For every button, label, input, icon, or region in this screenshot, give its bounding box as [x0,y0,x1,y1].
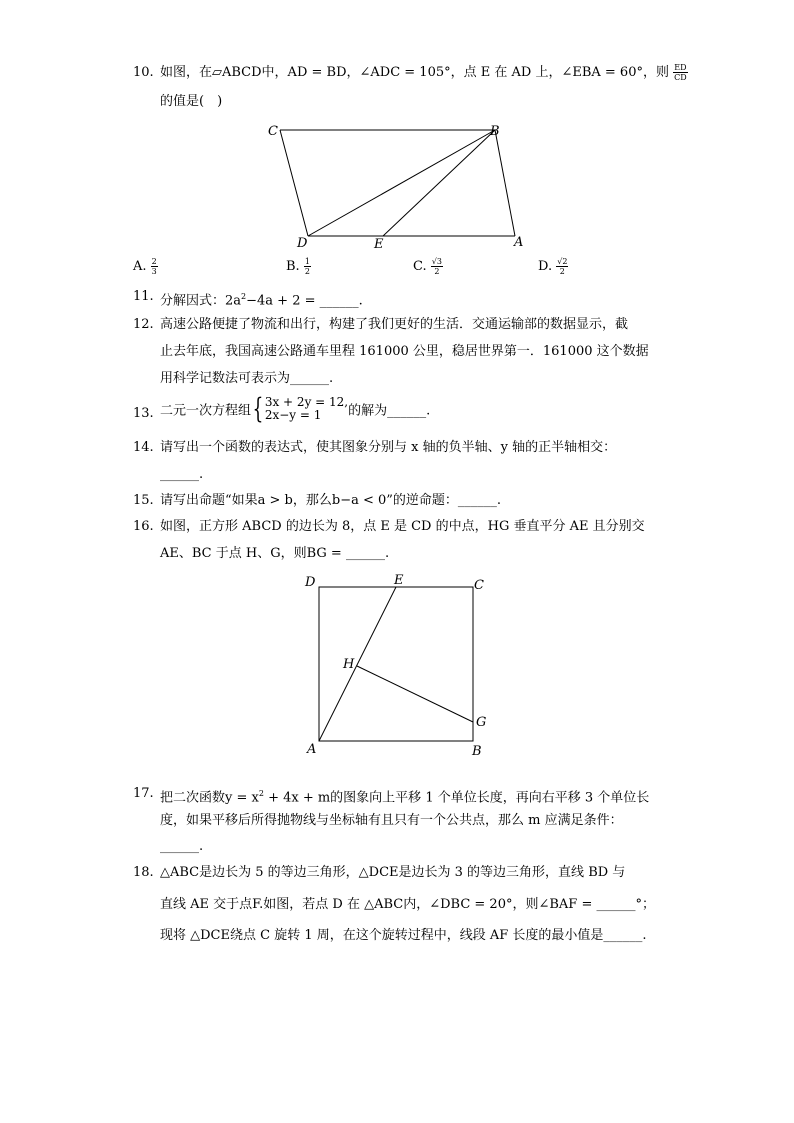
fraction-numerator: 2 [151,257,157,266]
equation: 2x−y = 1 [264,408,322,422]
question-text-part: −4a + 2 = ______. [246,293,363,309]
question-text-line: 如图，正方形 ABCD 的边长为 8，点 E 是 CD 的中点，HG 垂直平分 AE 且分别交 [160,519,645,534]
question-text [160,284,363,314]
question-text-line: 度，如果平移后所得抛物线与坐标轴有且只有一个公共点，那么 m 应满足条件： [160,813,623,828]
point-label-e: E [394,573,404,588]
question-number: 12. [133,317,154,332]
point-label-c: C [268,124,278,139]
square-figure [300,572,500,762]
point-label-a: A [307,742,317,757]
question-text-line: 如图，在▱ABCD中，AD = BD，∠ADC = 105°，点 E 在 AD 上，∠EBA = 60°，则 [160,65,669,80]
question-text-part: 的解为______. [348,403,431,419]
point-label-g: G [476,715,487,730]
question-text-part: + 4x + m的图象向上平移 1 个单位长度，再向右平移 3 个单位长 [263,790,650,806]
superscript: 2 [258,789,264,798]
fraction [151,257,158,276]
question-text-line: 请写出命题“如果a > b，那么b−a < 0”的逆命题：______. [160,493,502,508]
fraction [673,63,688,82]
option-b[interactable] [286,254,311,280]
question-text-part: 把二次函数y = x [160,790,259,806]
question-text-line: 用科学记数法可表示为______. [160,371,334,386]
option-label: D. [538,259,553,274]
parallelogram-figure [260,118,550,254]
fraction-numerator: ED [674,63,687,72]
question-number: 17. [133,786,154,801]
question-text-line: 请写出一个函数的表达式，使其图象分别与 x 轴的负半轴、y 轴的正半轴相交： [160,440,617,455]
option-a[interactable] [133,254,158,280]
question-text [160,392,431,425]
fraction [431,257,443,276]
brace-symbol: { [252,392,264,425]
question-text-line: 高速公路便捷了物流和出行，构建了我们更好的生活．交通运输部的数据显示，截 [160,317,629,332]
question-text-part: 二元一次方程组 [160,403,252,419]
fraction-numerator: 1 [304,257,310,266]
segment-eb [383,130,495,236]
question-number: 15. [133,493,154,508]
fraction-denominator: CD [674,73,687,82]
point-label-c: C [474,578,484,593]
question-text-line: ______. [160,467,204,482]
fraction-numerator: √3 [431,257,442,266]
fraction-denominator: 3 [151,267,157,276]
question-text-line: ______. [160,839,204,854]
question-text-line: 止去年底，我国高速公路通车里程 161000 公里，稳居世界第一．161000 这个数据 [160,344,649,359]
point-label-d: D [297,236,308,251]
point-label-a: A [514,235,524,250]
equation-system [265,396,348,422]
point-label-b: B [490,124,500,139]
segment-db [308,130,495,236]
fraction [556,257,568,276]
point-label-d: D [305,575,316,590]
question-number: 16. [133,519,154,534]
question-number: 13. [133,406,154,421]
question-text-line: 现将 △DCE绕点 C 旋转 1 周，在这个旋转过程中，线段 AF 长度的最小值是______. [160,928,647,943]
fraction-denominator: 2 [559,267,565,276]
point-label-h: H [343,657,355,672]
question-text-line: AE、BC 于点 H、G，则BG = ______. [160,546,390,561]
segment-ba [495,130,515,236]
question-text-part: 分解因式：2a [160,293,242,309]
question-number: 14. [133,440,154,455]
fraction [304,257,311,276]
question-number: 11. [133,289,154,304]
question-text-line: 的值是( ) [160,94,223,109]
segment-cd [280,130,308,236]
question-number: 10. [133,65,154,80]
question-text-line: 直线 AE 交于点F.如图，若点 D 在 △ABC内，∠DBC = 20°，则∠BAF = ______°； [160,897,655,912]
question-number: 18. [133,865,154,880]
question-text [160,781,649,811]
point-label-e: E [374,237,384,252]
option-label: C. [413,259,427,274]
superscript: 2 [241,292,247,301]
question-text-line: △ABC是边长为 5 的等边三角形，△DCE是边长为 3 的等边三角形，直线 BD 与 [160,865,626,880]
equation: 3x + 2y = 12, [264,395,349,409]
question-text [160,60,688,86]
option-label: B. [286,259,300,274]
fraction-denominator: 2 [304,267,310,276]
fraction-numerator: √2 [557,257,568,266]
option-d[interactable] [538,254,568,280]
segment-hg [357,666,473,722]
segment-ae [319,587,396,741]
option-label: A. [133,259,147,274]
point-label-b: B [472,744,482,759]
option-c[interactable] [413,254,443,280]
fraction-denominator: 2 [434,267,440,276]
